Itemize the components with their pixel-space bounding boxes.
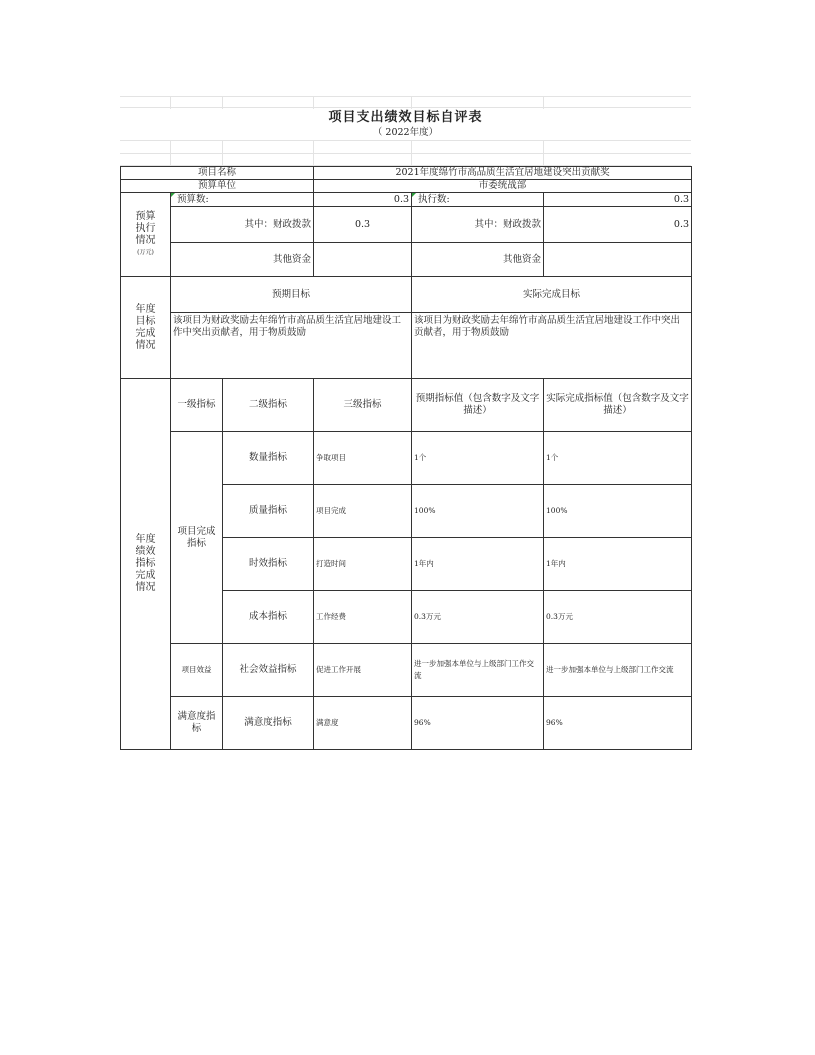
- header-level1: 一级指标: [171, 379, 223, 432]
- header-level2: 二级指标: [223, 379, 314, 432]
- level2-cell: 时效指标: [223, 538, 314, 591]
- actual-goal-text: 该项目为财政奖励去年绵竹市高品质生活宜居地建设工作中突出贡献者，用于物质鼓励: [412, 313, 692, 379]
- project-completion-label: 项目完成指标: [171, 432, 223, 644]
- goals-section-text: 年度目标完成情况: [135, 303, 156, 351]
- budget-unit-label: 预算单位: [121, 180, 314, 193]
- budget-section-text: 预算执行情况: [135, 210, 156, 246]
- level2-cell: 质量指标: [223, 485, 314, 538]
- fiscal-exec-label: 其中：财政拨款: [412, 207, 544, 243]
- table-row: [121, 697, 692, 750]
- expected-value-cell: 100%: [412, 485, 544, 538]
- level2-cell: 数量指标: [223, 432, 314, 485]
- effect-level1-cell: 项目效益: [171, 644, 223, 697]
- budget-section-label: [121, 193, 171, 277]
- level3-cell: 项目完成: [314, 485, 412, 538]
- fiscal-exec-value: 0.3: [544, 207, 692, 243]
- actual-value-cell: 1年内: [544, 538, 692, 591]
- actual-value-cell: 1个: [544, 432, 692, 485]
- cell-comment-marker: [412, 193, 416, 197]
- expected-goal-text: 该项目为财政奖励去年绵竹市高品质生活宜居地建设工作中突出贡献者，用于物质鼓励: [171, 313, 412, 379]
- expected-value-cell: 1个: [412, 432, 544, 485]
- other-funds-exec-label: 其他资金: [412, 243, 544, 277]
- satisfaction-expected-cell: 96%: [412, 697, 544, 750]
- level2-cell: 成本指标: [223, 591, 314, 644]
- actual-value-cell: 100%: [544, 485, 692, 538]
- performance-section-label: [121, 379, 171, 750]
- header-level3: 三级指标: [314, 379, 412, 432]
- level3-cell: 争取项目: [314, 432, 412, 485]
- exec-amount-value: 0.3: [544, 193, 692, 207]
- effect-actual-cell: 进一步加强本单位与上级部门工作交流: [544, 644, 692, 697]
- other-funds-label: 其他资金: [171, 243, 314, 277]
- other-funds-budget: [314, 243, 412, 277]
- level3-cell: 工作经费: [314, 591, 412, 644]
- performance-section-text: 年度绩效指标完成情况: [135, 534, 156, 593]
- expected-value-cell: 0.3万元: [412, 591, 544, 644]
- sheet-gridline-top: [120, 96, 691, 108]
- satisfaction-level1-cell: 满意度指标: [171, 697, 223, 750]
- budget-amount-label: 预算数:: [177, 193, 209, 205]
- satisfaction-actual-cell: 96%: [544, 697, 692, 750]
- sheet-gridline-mid: [120, 140, 691, 166]
- cell-comment-marker: [171, 193, 175, 197]
- table-row: [121, 644, 692, 697]
- other-funds-exec: [544, 243, 692, 277]
- table-row: [121, 432, 692, 485]
- effect-level2-cell: 社会效益指标: [223, 644, 314, 697]
- evaluation-table: [120, 166, 692, 750]
- expected-goal-header: 预期目标: [171, 277, 412, 313]
- page-subtitle-year: （ 2022年度）: [372, 127, 439, 138]
- budget-amount-label-cell: [171, 193, 314, 207]
- page-title: 项目支出绩效目标自评表: [328, 110, 483, 125]
- goals-section-label: [121, 277, 171, 379]
- budget-amount-value: 0.3: [314, 193, 412, 207]
- budget-unit-note: (万元): [137, 248, 154, 256]
- effect-expected-cell: 进一步加强本单位与上级部门工作交流: [412, 644, 544, 697]
- level3-cell: 打造时间: [314, 538, 412, 591]
- exec-amount-label: 执行数:: [418, 193, 450, 205]
- header-expected-value: 预期指标值（包含数字及文字描述）: [412, 379, 544, 432]
- fiscal-budget-value: 0.3: [314, 207, 412, 243]
- satisfaction-level3-cell: 满意度: [314, 697, 412, 750]
- satisfaction-level2-cell: 满意度指标: [223, 697, 314, 750]
- expected-value-cell: 1年内: [412, 538, 544, 591]
- project-name-label: 项目名称: [121, 167, 314, 180]
- actual-value-cell: 0.3万元: [544, 591, 692, 644]
- exec-amount-label-cell: [412, 193, 544, 207]
- project-name-value: 2021年度绵竹市高品质生活宜居地建设突出贡献奖: [314, 167, 692, 180]
- budget-unit-value: 市委统战部: [314, 180, 692, 193]
- header-actual-value: 实际完成指标值（包含数字及文字描述）: [544, 379, 692, 432]
- effect-level3-cell: 促进工作开展: [314, 644, 412, 697]
- actual-goal-header: 实际完成目标: [412, 277, 692, 313]
- fiscal-budget-label: 其中：财政拨款: [171, 207, 314, 243]
